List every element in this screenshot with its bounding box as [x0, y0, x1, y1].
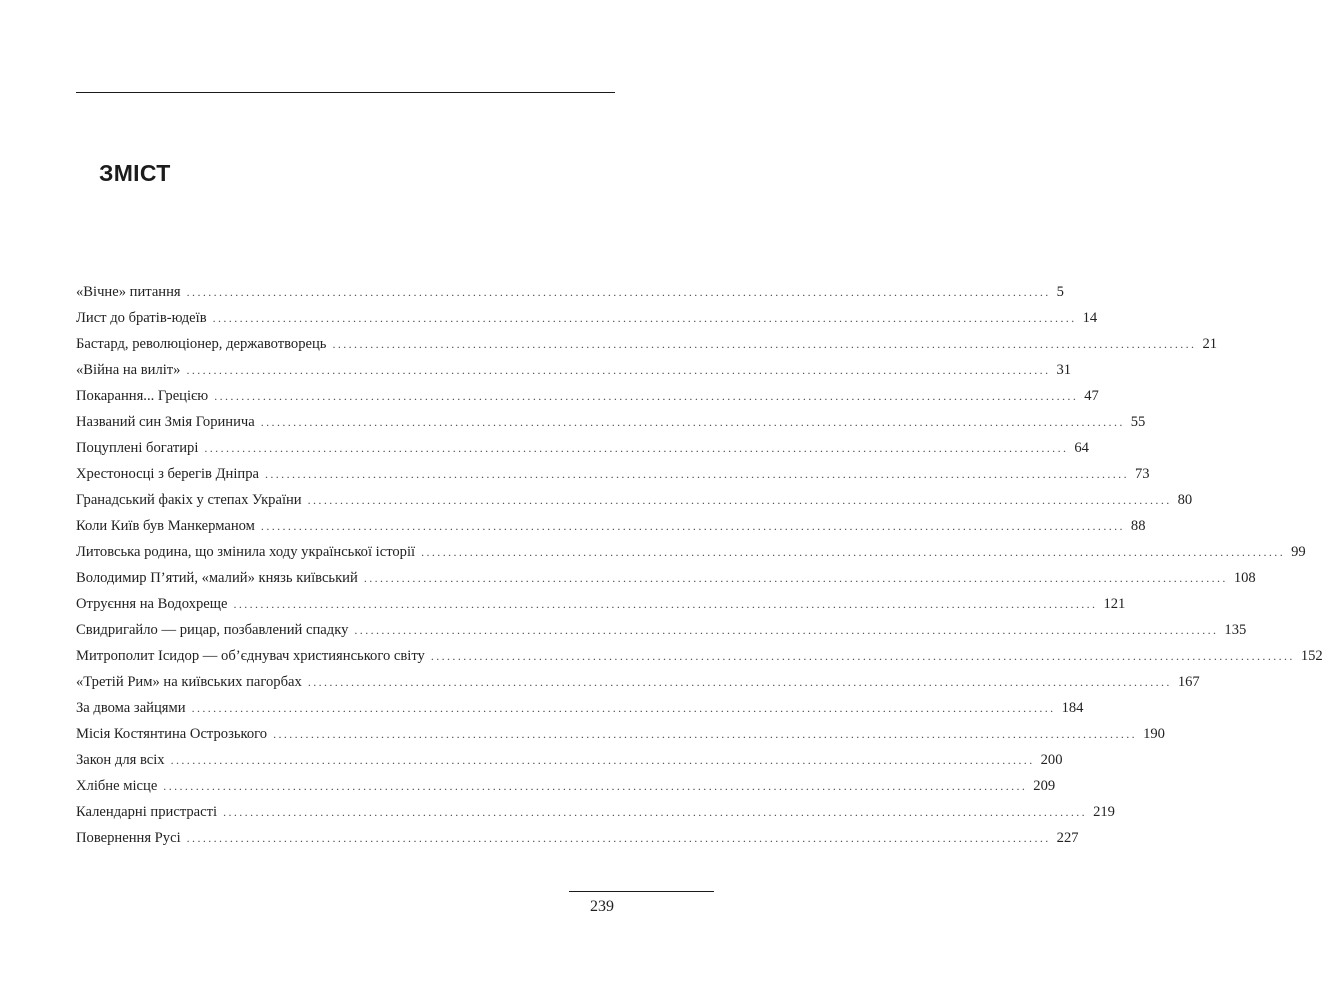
toc-entry — [76, 539, 1306, 565]
toc-entry — [76, 617, 1247, 643]
toc-entry — [76, 643, 1323, 669]
toc-entry — [76, 513, 1146, 539]
toc-entry — [76, 799, 1115, 825]
dot-leader: ................................................................................................................................................................ — [186, 285, 1051, 299]
toc-entry — [76, 331, 1218, 357]
toc-entry-title: Лист до братів-юдеїв — [76, 310, 207, 326]
dot-leader: ................................................................................................................................................................ — [233, 597, 1098, 611]
toc-entry — [76, 461, 1150, 487]
toc-entry-page: 47 — [1084, 388, 1099, 404]
dot-leader: ................................................................................................................................................................ — [264, 467, 1129, 481]
dot-leader: ................................................................................................................................................................ — [421, 545, 1286, 559]
toc-entry-title: Покарання... Грецією — [76, 388, 209, 404]
dot-leader: ................................................................................................................................................................ — [186, 831, 1051, 845]
toc-entry-title: Митрополит Ісидор — об’єднувач християнського світу — [76, 648, 425, 664]
toc-entry-title: Названий син Змія Горинича — [76, 414, 255, 430]
dot-leader: ................................................................................................................................................................ — [354, 623, 1219, 637]
toc-entry-page: 14 — [1082, 310, 1098, 326]
dot-leader: ................................................................................................................................................................ — [186, 363, 1051, 377]
toc-entry-title: Гранадський факіх у степах України — [76, 492, 302, 508]
toc-entry — [76, 669, 1200, 695]
toc-entry — [76, 721, 1165, 747]
toc-entry-title: Володимир П’ятий, «малий» князь київський — [76, 570, 358, 586]
toc-entry-title: «Вічне» питання — [76, 284, 181, 300]
dot-leader: ................................................................................................................................................................ — [170, 753, 1035, 767]
footer-rule — [569, 891, 714, 892]
table-of-contents — [76, 279, 1323, 851]
toc-entry-title: «Війна на виліт» — [76, 362, 181, 378]
dot-leader: ................................................................................................................................................................ — [307, 675, 1172, 689]
toc-entry — [76, 279, 1064, 305]
toc-entry-title: Закон для всіх — [76, 752, 165, 768]
toc-entry-title: Свидригайло — рицар, позбавлений спадку — [76, 622, 349, 638]
toc-entry-page: 135 — [1224, 622, 1247, 638]
dot-leader: ................................................................................................................................................................ — [332, 337, 1197, 351]
dot-leader: ................................................................................................................................................................ — [212, 311, 1077, 325]
dot-leader: ................................................................................................................................................................ — [214, 389, 1079, 403]
toc-entry — [76, 565, 1256, 591]
toc-entry-page: 209 — [1033, 778, 1056, 794]
toc-entry-page: 5 — [1056, 284, 1064, 300]
toc-entry-page: 167 — [1177, 674, 1200, 690]
toc-entry-page: 99 — [1291, 544, 1306, 560]
dot-leader: ................................................................................................................................................................ — [204, 441, 1069, 455]
toc-entry — [76, 773, 1056, 799]
toc-entry-page: 31 — [1056, 362, 1072, 378]
dot-leader: ................................................................................................................................................................ — [163, 779, 1028, 793]
toc-entry-page: 21 — [1202, 336, 1218, 352]
contents-heading: ЗМІСТ — [99, 160, 171, 186]
toc-entry — [76, 305, 1098, 331]
toc-entry-title: Коли Київ був Манкерманом — [76, 518, 255, 534]
toc-entry-title: «Третій Рим» на київських пагорбах — [76, 674, 302, 690]
toc-entry-title: За двома зайцями — [76, 700, 186, 716]
toc-entry-title: Календарні пристрасті — [76, 804, 218, 820]
toc-entry — [76, 435, 1089, 461]
toc-entry — [76, 409, 1146, 435]
toc-entry-page: 108 — [1233, 570, 1256, 586]
toc-entry-title: Поцуплені богатирі — [76, 440, 199, 456]
toc-entry — [76, 591, 1126, 617]
toc-entry-page: 200 — [1040, 752, 1063, 768]
dot-leader: ................................................................................................................................................................ — [191, 701, 1056, 715]
dot-leader: ................................................................................................................................................................ — [273, 727, 1138, 741]
toc-entry-title: Литовська родина, що змінила ходу української історії — [76, 544, 416, 560]
toc-entry-title: Повернення Русі — [76, 830, 181, 846]
toc-entry-page: 73 — [1134, 466, 1150, 482]
toc-entry-title: Місія Костянтина Острозького — [76, 726, 268, 742]
dot-leader: ................................................................................................................................................................ — [223, 805, 1088, 819]
toc-entry-page: 227 — [1056, 830, 1079, 846]
toc-entry-page: 64 — [1074, 440, 1089, 456]
toc-entry-title: Бастард, революціонер, державотворець — [76, 336, 327, 352]
toc-entry — [76, 487, 1193, 513]
toc-entry-title: Хлібне місце — [76, 778, 158, 794]
toc-entry-title: Отруєння на Водохреще — [76, 596, 228, 612]
toc-entry-page: 190 — [1143, 726, 1165, 742]
dot-leader: ................................................................................................................................................................ — [260, 519, 1125, 533]
toc-entry-page: 219 — [1093, 804, 1115, 820]
toc-entry-title: Хрестоносці з берегів Дніпра — [76, 466, 259, 482]
dot-leader: ................................................................................................................................................................ — [307, 493, 1172, 507]
toc-entry-page: 184 — [1061, 700, 1084, 716]
toc-entry-page: 121 — [1103, 596, 1126, 612]
dot-leader: ................................................................................................................................................................ — [260, 415, 1125, 429]
toc-entry — [76, 357, 1072, 383]
toc-entry-page: 80 — [1177, 492, 1193, 508]
toc-entry — [76, 695, 1084, 721]
toc-entry — [76, 383, 1099, 409]
dot-leader: ................................................................................................................................................................ — [430, 649, 1295, 663]
toc-entry-page: 55 — [1130, 414, 1146, 430]
page-number: 239 — [590, 898, 614, 915]
toc-entry-page: 88 — [1130, 518, 1146, 534]
dot-leader: ................................................................................................................................................................ — [363, 571, 1228, 585]
toc-entry-page: 152 — [1300, 648, 1323, 664]
toc-entry — [76, 825, 1079, 851]
toc-entry — [76, 747, 1063, 773]
header-rule — [76, 92, 615, 93]
